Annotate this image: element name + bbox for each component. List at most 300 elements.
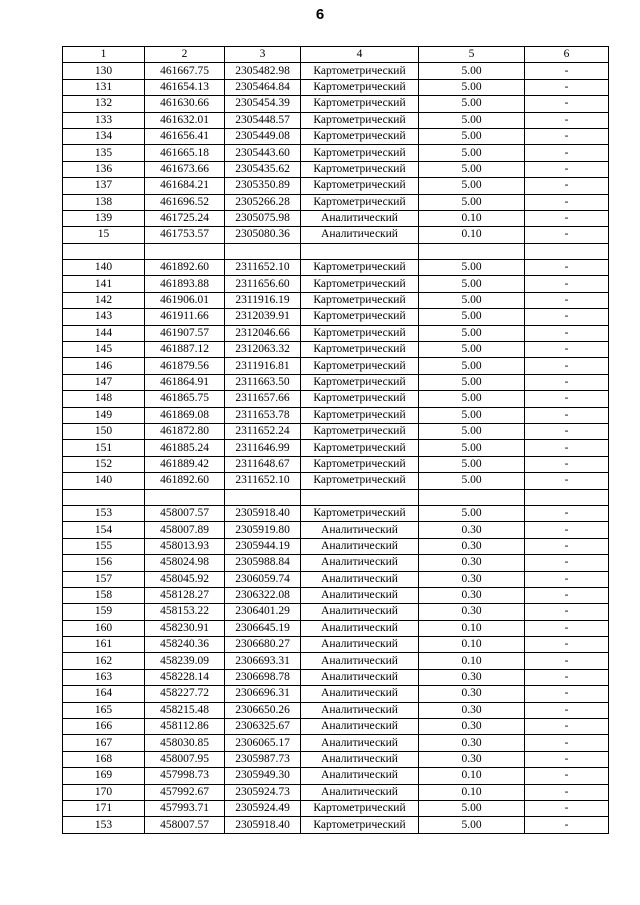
table-cell: 2306680.27 [225, 637, 301, 653]
table-cell: 2306696.31 [225, 686, 301, 702]
table-cell: Картометрический [301, 817, 419, 833]
table-row [63, 686, 609, 702]
table-cell: - [525, 276, 609, 292]
table-cell: 2305464.84 [225, 79, 301, 95]
table-row [63, 309, 609, 325]
table-row [63, 637, 609, 653]
table-cell: - [525, 473, 609, 489]
table-row [63, 96, 609, 112]
table-cell: 458153.22 [145, 604, 225, 620]
table-cell: 171 [63, 800, 145, 816]
table-cell: - [525, 637, 609, 653]
table-cell: 5.00 [419, 276, 525, 292]
table-cell: - [525, 669, 609, 685]
table-cell: - [525, 719, 609, 735]
table-cell: 168 [63, 751, 145, 767]
table-cell: - [525, 604, 609, 620]
table-row [63, 145, 609, 161]
table-cell: 461864.91 [145, 374, 225, 390]
table-cell: - [525, 456, 609, 472]
table-cell: 135 [63, 145, 145, 161]
table-cell: - [525, 342, 609, 358]
table-cell: 2312046.66 [225, 325, 301, 341]
table-cell: 461630.66 [145, 96, 225, 112]
table-cell: - [525, 620, 609, 636]
table-cell: - [525, 653, 609, 669]
table-cell: 5.00 [419, 473, 525, 489]
table-cell: 0.10 [419, 210, 525, 226]
table-cell: 15 [63, 227, 145, 243]
table-cell: 150 [63, 423, 145, 439]
table-cell: 2305924.73 [225, 784, 301, 800]
table-cell: - [525, 178, 609, 194]
table-cell: Аналитический [301, 555, 419, 571]
table-cell: Аналитический [301, 784, 419, 800]
table-cell: 2306698.78 [225, 669, 301, 685]
table-row [63, 260, 609, 276]
table-cell: 2306401.29 [225, 604, 301, 620]
table-cell: Аналитический [301, 686, 419, 702]
table-cell: 461907.57 [145, 325, 225, 341]
table-row [63, 768, 609, 784]
table-cell: Картометрический [301, 63, 419, 79]
table-cell: 458215.48 [145, 702, 225, 718]
table-cell: Картометрический [301, 260, 419, 276]
table-cell: 155 [63, 538, 145, 554]
table-cell: 2305987.73 [225, 751, 301, 767]
table-cell: 458228.14 [145, 669, 225, 685]
table-cell: 5.00 [419, 292, 525, 308]
table-cell: 132 [63, 96, 145, 112]
table-cell: 0.30 [419, 719, 525, 735]
table-row [63, 587, 609, 603]
table-row [63, 473, 609, 489]
table-cell: 2305443.60 [225, 145, 301, 161]
table-row [63, 653, 609, 669]
table-row [63, 391, 609, 407]
table-cell: 2306650.26 [225, 702, 301, 718]
table-cell: - [525, 423, 609, 439]
table-row [63, 243, 609, 259]
table-cell: - [525, 210, 609, 226]
table-cell: 458045.92 [145, 571, 225, 587]
table-row [63, 178, 609, 194]
table-cell: Картометрический [301, 407, 419, 423]
table-cell: 140 [63, 473, 145, 489]
table-cell: 2306065.17 [225, 735, 301, 751]
table-cell: 461632.01 [145, 112, 225, 128]
table-cell: 157 [63, 571, 145, 587]
table-row [63, 161, 609, 177]
table-cell: Аналитический [301, 587, 419, 603]
table-cell: - [525, 112, 609, 128]
table-cell: 0.30 [419, 604, 525, 620]
table-cell: Картометрический [301, 391, 419, 407]
table-cell: Аналитический [301, 637, 419, 653]
table-cell: 152 [63, 456, 145, 472]
table-cell: 5.00 [419, 112, 525, 128]
table-cell [63, 489, 145, 505]
table-cell: 0.30 [419, 669, 525, 685]
table-cell: 133 [63, 112, 145, 128]
table-cell: - [525, 784, 609, 800]
table-cell: 2306322.08 [225, 587, 301, 603]
table-cell: 461696.52 [145, 194, 225, 210]
table-cell: 159 [63, 604, 145, 620]
table-cell: 138 [63, 194, 145, 210]
table-cell: 0.30 [419, 587, 525, 603]
table-cell: 2306645.19 [225, 620, 301, 636]
table-cell: 141 [63, 276, 145, 292]
table-cell: Картометрический [301, 161, 419, 177]
table-cell: 2306059.74 [225, 571, 301, 587]
table-cell: Аналитический [301, 522, 419, 538]
table-header-row [63, 47, 609, 63]
table-cell [145, 489, 225, 505]
table-cell: 5.00 [419, 63, 525, 79]
table-cell: Аналитический [301, 669, 419, 685]
table-cell: 5.00 [419, 374, 525, 390]
table-row [63, 604, 609, 620]
table-cell: Картометрический [301, 358, 419, 374]
table-cell: 2305919.80 [225, 522, 301, 538]
table-cell: Картометрический [301, 292, 419, 308]
table-cell: 146 [63, 358, 145, 374]
table-cell [525, 243, 609, 259]
table-cell: 461725.24 [145, 210, 225, 226]
table-cell: 458007.95 [145, 751, 225, 767]
table-cell: 461665.18 [145, 145, 225, 161]
table-row [63, 620, 609, 636]
table-cell: 461869.08 [145, 407, 225, 423]
table-cell: 2305944.19 [225, 538, 301, 554]
table-cell: Аналитический [301, 719, 419, 735]
table-row [63, 719, 609, 735]
table-cell: Картометрический [301, 309, 419, 325]
table-cell: 5.00 [419, 505, 525, 521]
table-row [63, 702, 609, 718]
table-cell: 458230.91 [145, 620, 225, 636]
table-cell: 149 [63, 407, 145, 423]
table-row [63, 784, 609, 800]
table-cell: 458007.57 [145, 817, 225, 833]
table-cell: Картометрический [301, 342, 419, 358]
table-cell: 461879.56 [145, 358, 225, 374]
table-cell: 457998.73 [145, 768, 225, 784]
table-cell: - [525, 63, 609, 79]
table-cell: 2312063.32 [225, 342, 301, 358]
table-cell: 139 [63, 210, 145, 226]
table-cell: - [525, 374, 609, 390]
table-cell: 2311652.24 [225, 423, 301, 439]
table-cell: Картометрический [301, 112, 419, 128]
table-cell: 131 [63, 79, 145, 95]
table-cell [301, 489, 419, 505]
table-cell: Аналитический [301, 735, 419, 751]
table-cell: 5.00 [419, 800, 525, 816]
table-cell: 458128.27 [145, 587, 225, 603]
table-cell: 2305266.28 [225, 194, 301, 210]
table-cell: 145 [63, 342, 145, 358]
table-cell: 167 [63, 735, 145, 751]
table-cell: 170 [63, 784, 145, 800]
table-cell: 147 [63, 374, 145, 390]
table-cell: 458240.36 [145, 637, 225, 653]
table-cell: 164 [63, 686, 145, 702]
table-cell [225, 243, 301, 259]
table-row [63, 227, 609, 243]
table-row [63, 423, 609, 439]
table-cell: Картометрический [301, 276, 419, 292]
table-cell: 461906.01 [145, 292, 225, 308]
table-row [63, 358, 609, 374]
column-header: 4 [301, 47, 419, 63]
table-cell: - [525, 768, 609, 784]
table-cell: - [525, 358, 609, 374]
table-row [63, 440, 609, 456]
table-cell: 142 [63, 292, 145, 308]
table-row [63, 79, 609, 95]
table-cell: 2305988.84 [225, 555, 301, 571]
table-cell: 0.10 [419, 227, 525, 243]
table-cell: 461753.57 [145, 227, 225, 243]
table-cell: 5.00 [419, 456, 525, 472]
table-row [63, 63, 609, 79]
column-header: 1 [63, 47, 145, 63]
table-cell: 5.00 [419, 309, 525, 325]
table-row [63, 669, 609, 685]
table-cell: Аналитический [301, 751, 419, 767]
table-cell: 0.10 [419, 653, 525, 669]
table-cell: 2311656.60 [225, 276, 301, 292]
table-cell: 2305448.57 [225, 112, 301, 128]
table-cell: Картометрический [301, 440, 419, 456]
table-cell: - [525, 260, 609, 276]
table-cell: - [525, 538, 609, 554]
table-cell: 461885.24 [145, 440, 225, 456]
table-cell: 151 [63, 440, 145, 456]
table-cell: 153 [63, 817, 145, 833]
table-cell: 2311653.78 [225, 407, 301, 423]
table-cell: 0.30 [419, 751, 525, 767]
table-cell: - [525, 227, 609, 243]
table-row [63, 407, 609, 423]
table-cell: 2311916.81 [225, 358, 301, 374]
table-cell: - [525, 817, 609, 833]
table-cell: 2305454.39 [225, 96, 301, 112]
table-body [63, 63, 609, 833]
table-cell: 461887.12 [145, 342, 225, 358]
table-row [63, 817, 609, 833]
table-cell: - [525, 702, 609, 718]
table-cell: 461892.60 [145, 260, 225, 276]
table-row [63, 571, 609, 587]
table-cell: - [525, 145, 609, 161]
table-cell: 166 [63, 719, 145, 735]
table-cell: Аналитический [301, 768, 419, 784]
table-cell: Картометрический [301, 194, 419, 210]
table-cell: 461892.60 [145, 473, 225, 489]
table-row [63, 522, 609, 538]
table-cell: 5.00 [419, 342, 525, 358]
table-cell: 130 [63, 63, 145, 79]
table-cell: 5.00 [419, 79, 525, 95]
table-cell: 457993.71 [145, 800, 225, 816]
table-cell: - [525, 440, 609, 456]
table-cell: 2311652.10 [225, 260, 301, 276]
table-cell: 5.00 [419, 194, 525, 210]
table-cell: Картометрический [301, 79, 419, 95]
table-cell: 2311663.50 [225, 374, 301, 390]
table-cell: 458112.86 [145, 719, 225, 735]
table-cell: 5.00 [419, 96, 525, 112]
table-cell: 0.30 [419, 538, 525, 554]
table-cell: Аналитический [301, 702, 419, 718]
table-cell: 2305482.98 [225, 63, 301, 79]
table-row [63, 342, 609, 358]
table-cell: - [525, 571, 609, 587]
table-cell: 2305924.49 [225, 800, 301, 816]
table-cell: 458007.57 [145, 505, 225, 521]
table-cell: 2305949.30 [225, 768, 301, 784]
table-cell: 5.00 [419, 817, 525, 833]
table-cell: 134 [63, 128, 145, 144]
table-cell: - [525, 800, 609, 816]
table-cell: 144 [63, 325, 145, 341]
table-cell: 0.30 [419, 735, 525, 751]
table-row [63, 505, 609, 521]
table-cell: - [525, 587, 609, 603]
table-cell: - [525, 79, 609, 95]
table-cell: 0.30 [419, 522, 525, 538]
table-cell: Аналитический [301, 604, 419, 620]
table-cell: 2311648.67 [225, 456, 301, 472]
table-cell: - [525, 735, 609, 751]
table-cell: 162 [63, 653, 145, 669]
table-row [63, 751, 609, 767]
table-cell: - [525, 325, 609, 341]
table-cell: 163 [63, 669, 145, 685]
table-cell: 461656.41 [145, 128, 225, 144]
table-cell: - [525, 522, 609, 538]
table-cell: 2311916.19 [225, 292, 301, 308]
table-cell: 165 [63, 702, 145, 718]
table-cell: 137 [63, 178, 145, 194]
table-cell: Аналитический [301, 210, 419, 226]
table-cell: 2306693.31 [225, 653, 301, 669]
table-cell: 2305350.89 [225, 178, 301, 194]
table-cell: - [525, 292, 609, 308]
table-cell: 458239.09 [145, 653, 225, 669]
table-cell [63, 243, 145, 259]
table-row [63, 128, 609, 144]
table-cell: 2306325.67 [225, 719, 301, 735]
table-cell: 154 [63, 522, 145, 538]
table-cell: 5.00 [419, 391, 525, 407]
table-cell: 136 [63, 161, 145, 177]
table-cell: - [525, 555, 609, 571]
coordinates-table [62, 46, 609, 834]
table-cell: 458030.85 [145, 735, 225, 751]
table-row [63, 735, 609, 751]
table-cell: 461911.66 [145, 309, 225, 325]
table-cell: - [525, 309, 609, 325]
table-row [63, 456, 609, 472]
table-cell: Картометрический [301, 178, 419, 194]
table-cell: Картометрический [301, 505, 419, 521]
table-cell: Картометрический [301, 456, 419, 472]
table-cell: Картометрический [301, 145, 419, 161]
table-cell: 2305918.40 [225, 505, 301, 521]
table-cell [301, 243, 419, 259]
table-cell [225, 489, 301, 505]
table-cell: - [525, 161, 609, 177]
table-cell: 461673.66 [145, 161, 225, 177]
column-header: 5 [419, 47, 525, 63]
table-row [63, 325, 609, 341]
table-cell: Картометрический [301, 473, 419, 489]
table-cell: 458013.93 [145, 538, 225, 554]
table-cell: 461667.75 [145, 63, 225, 79]
table-cell: 161 [63, 637, 145, 653]
table-cell: 0.30 [419, 555, 525, 571]
table-cell: - [525, 391, 609, 407]
table-cell [525, 489, 609, 505]
table-cell: - [525, 96, 609, 112]
column-header: 6 [525, 47, 609, 63]
table-row [63, 489, 609, 505]
table-cell: Картометрический [301, 96, 419, 112]
table-cell: 158 [63, 587, 145, 603]
table-cell: 2305918.40 [225, 817, 301, 833]
table-cell: 0.10 [419, 768, 525, 784]
table-cell: 5.00 [419, 145, 525, 161]
table-cell: 140 [63, 260, 145, 276]
table-row [63, 374, 609, 390]
table-cell: 5.00 [419, 128, 525, 144]
table-row [63, 292, 609, 308]
table-cell: Картометрический [301, 423, 419, 439]
table-cell: 2305080.36 [225, 227, 301, 243]
table-cell: 2305435.62 [225, 161, 301, 177]
table-cell: 5.00 [419, 423, 525, 439]
page-number: 6 [315, 6, 325, 23]
table-cell: - [525, 128, 609, 144]
column-header: 2 [145, 47, 225, 63]
table-cell: 0.10 [419, 784, 525, 800]
table-cell: 0.30 [419, 686, 525, 702]
table-cell: 0.10 [419, 620, 525, 636]
table-cell: - [525, 505, 609, 521]
column-header: 3 [225, 47, 301, 63]
table-cell: Картометрический [301, 325, 419, 341]
table-cell [419, 243, 525, 259]
table-cell: Аналитический [301, 620, 419, 636]
table-cell: 5.00 [419, 325, 525, 341]
table-cell: 5.00 [419, 407, 525, 423]
table-cell: Аналитический [301, 227, 419, 243]
table-cell: 5.00 [419, 161, 525, 177]
table-cell: Картометрический [301, 800, 419, 816]
table-cell: 5.00 [419, 260, 525, 276]
table-row [63, 194, 609, 210]
table-cell: 458007.89 [145, 522, 225, 538]
table-cell: 461684.21 [145, 178, 225, 194]
table-cell: 153 [63, 505, 145, 521]
table-cell: 0.30 [419, 702, 525, 718]
table-cell [419, 489, 525, 505]
table-row [63, 276, 609, 292]
